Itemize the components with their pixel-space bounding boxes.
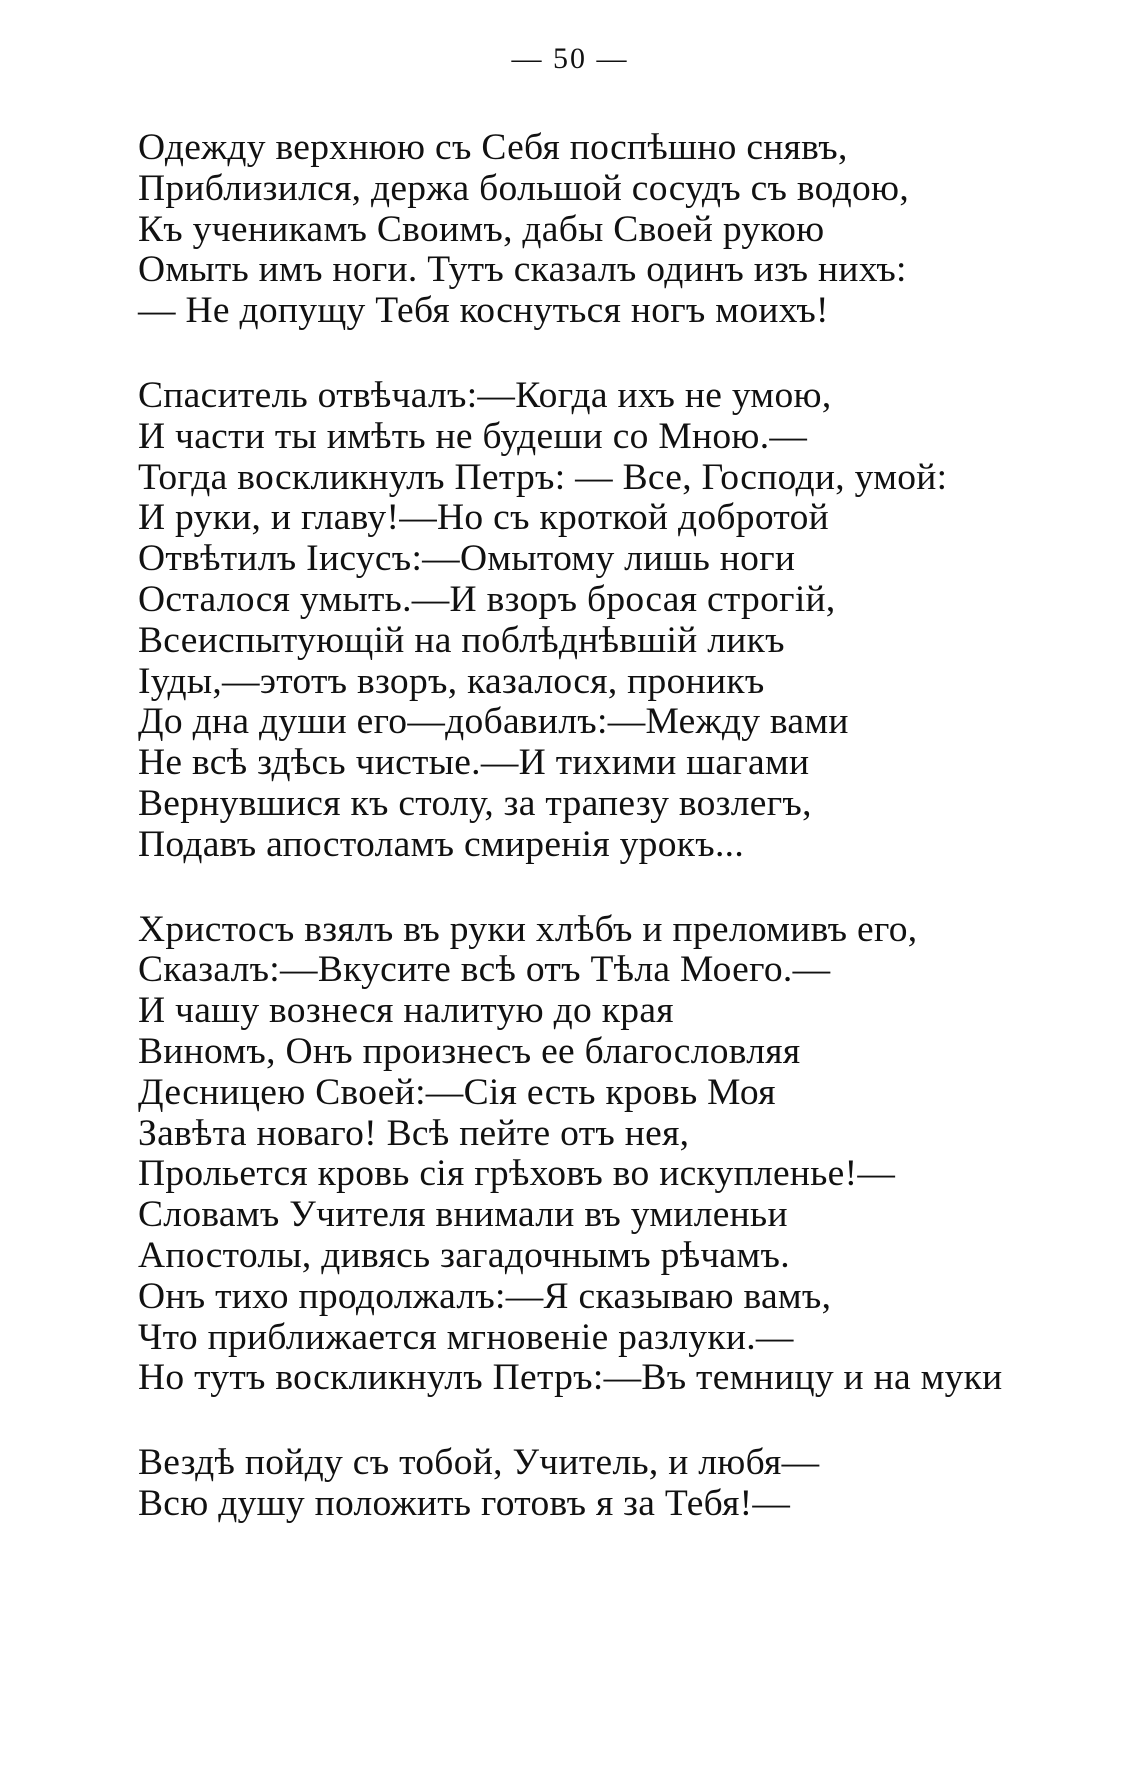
- verse-line: — Не допущу Тебя коснуться ногъ моихъ!: [138, 290, 829, 332]
- verse-line: Вездѣ пойду съ тобой, Учитель, и любя—: [138, 1442, 820, 1484]
- verse-line: И части ты имѣть не будеши со Мною.—: [138, 415, 808, 457]
- verse-line: Всеиспытующій на поблѣднѣвшій ликъ: [138, 619, 785, 661]
- stanza-2: [138, 376, 1098, 866]
- poem-body: [138, 128, 1098, 1569]
- verse-line: Что приближается мгновеніе разлуки.—: [138, 1316, 794, 1358]
- page-number: — 50 —: [511, 42, 629, 75]
- verse-line: Апостолы, дивясь загадочнымъ рѣчамъ.: [138, 1234, 790, 1276]
- stanza-4: [138, 1443, 1098, 1525]
- verse-line: До дна души его—добавилъ:—Между вами: [138, 701, 849, 743]
- verse-line: Не всѣ здѣсь чистые.—И тихими шагами: [138, 742, 810, 784]
- verse-line: Спаситель отвѣчалъ:—Когда ихъ не умою,: [138, 374, 832, 416]
- stanza-1: [138, 128, 1098, 332]
- verse-line: Виномъ, Онъ произнесъ ее благословляя: [138, 1030, 801, 1072]
- verse-line: Христосъ взялъ въ руки хлѣбъ и преломивъ его,: [138, 908, 918, 950]
- verse-line: Іуды,—этотъ взоръ, казалося, проникъ: [138, 660, 765, 702]
- verse-line: Словамъ Учителя внимали въ умиленьи: [138, 1194, 788, 1236]
- verse-line: Десницею Своей:—Сія есть кровь Моя: [138, 1071, 776, 1113]
- verse-line: Онъ тихо продолжалъ:—Я сказываю вамъ,: [138, 1275, 832, 1317]
- verse-line: Вернувшися къ столу, за трапезу возлегъ,: [138, 782, 812, 824]
- stanza-3: [138, 910, 1098, 1400]
- verse-line: Отвѣтилъ Іисусъ:—Омытому лишь ноги: [138, 538, 796, 580]
- verse-line: Омыть имъ ноги. Тутъ сказалъ одинъ изъ нихъ:: [138, 249, 907, 291]
- verse-line: Одежду верхнюю съ Себя поспѣшно снявъ,: [138, 127, 848, 168]
- verse-line: Всю душу положить готовъ я за Тебя!—: [138, 1482, 791, 1524]
- verse-line: Тогда воскликнулъ Петръ: — Все, Господи, умой:: [138, 456, 948, 498]
- verse-line: Сказалъ:—Вкусите всѣ отъ Тѣла Моего.—: [138, 949, 831, 991]
- verse-line: Осталося умыть.—И взоръ бросая строгій,: [138, 578, 836, 620]
- verse-line: Приблизился, держа большой сосудъ съ водою,: [138, 167, 910, 209]
- verse-line: Но тутъ воскликнулъ Петръ:—Въ темницу и на муки: [138, 1357, 1003, 1399]
- verse-line: Подавъ апостоламъ смиренія урокъ...: [138, 823, 744, 865]
- verse-line: Къ ученикамъ Своимъ, дабы Своей рукою: [138, 208, 825, 250]
- verse-line: И чашу вознеся налитую до края: [138, 990, 674, 1032]
- verse-line: Завѣта новаго! Всѣ пейте отъ нея,: [138, 1112, 690, 1154]
- verse-line: Прольется кровь сія грѣховъ во искупленье!—: [138, 1153, 896, 1195]
- verse-line: И руки, и главу!—Но съ кроткой добротой: [138, 497, 830, 539]
